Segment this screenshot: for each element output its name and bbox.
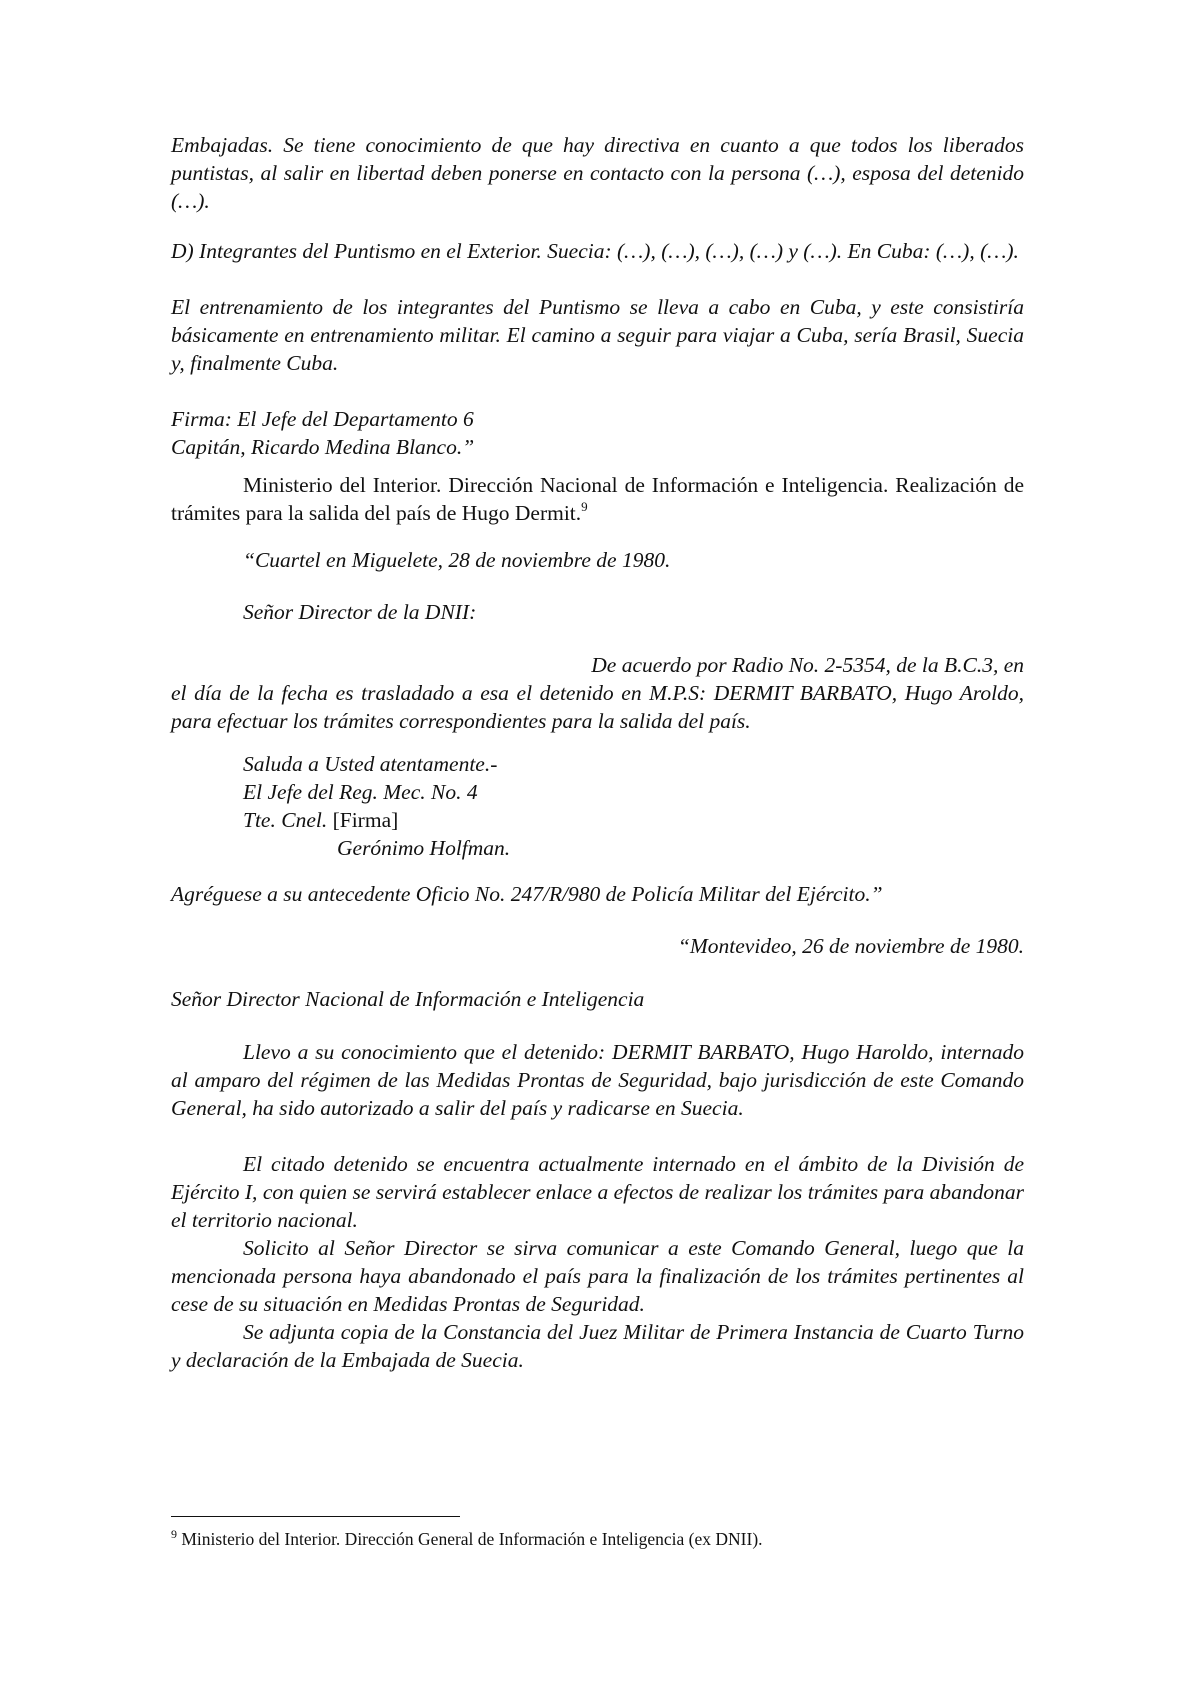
letter2-paragraph-2: El citado detenido se encuentra actualmente internado en el ámbito de la División de Ejército I, con quien se servirá establecer enlace a efectos de realizar los trámites para abandonar el territorio nacional.	[171, 1152, 1024, 1232]
letter1-signature-mark: [Firma]	[332, 808, 399, 832]
letter1-place-date: “Cuartel en Miguelete, 28 de noviembre de 1980.	[243, 548, 671, 572]
letter2-date: “Montevideo, 26 de noviembre de 1980.	[677, 934, 1024, 958]
paragraph-integrantes-exterior: D) Integrantes del Puntismo en el Exterior. Suecia: (…), (…), (…), (…) y (…). En Cuba: (…), (…).	[171, 239, 1019, 263]
letter1-body-first-line: De acuerdo por Radio No. 2-5354, de la B.C.3, en	[591, 653, 1024, 677]
letter1-closing: Saluda a Usted atentamente.-	[243, 752, 498, 776]
section-heading	[171, 471, 1024, 527]
paragraph-entrenamiento: El entrenamiento de los integrantes del Puntismo se lleva a cabo en Cuba, y este consistiría básicamente en entrenamiento militar. El camino a seguir para viajar a Cuba, sería Brasil, Suecia y, finalmente Cuba.	[171, 295, 1024, 375]
letter2-paragraph-3: Solicito al Señor Director se sirva comunicar a este Comando General, luego que la mencionada persona haya abandonado el país para la finalización de los trámites pertinentes al cese de su situación en Medidas Prontas de Seguridad.	[171, 1236, 1024, 1316]
footnote-divider	[171, 1516, 460, 1517]
section-heading-text: Ministerio del Interior. Dirección Nacional de Información e Inteligencia. Realización de trámites para la salida del país de Hugo Dermit.	[171, 473, 1024, 525]
footnote	[171, 1527, 1024, 1551]
letter1-signer-rank: Tte. Cnel.	[243, 808, 328, 832]
footnote-reference: 9	[581, 499, 588, 514]
signature-line-firma: Firma: El Jefe del Departamento 6	[171, 407, 474, 431]
letter1-salutation: Señor Director de la DNII:	[243, 600, 477, 624]
letter1-signer-title: El Jefe del Reg. Mec. No. 4	[243, 780, 478, 804]
annotation-agreguese: Agréguese a su antecedente Oficio No. 247/R/980 de Policía Militar del Ejército.”	[171, 882, 883, 906]
letter1-body: el día de la fecha es trasladado a esa el detenido en M.P.S: DERMIT BARBATO, Hugo Aroldo, para efectuar los trámites correspondientes para la salida del país.	[171, 681, 1024, 733]
signature-line-capitan: Capitán, Ricardo Medina Blanco.”	[171, 435, 475, 459]
footnote-text: Ministerio del Interior. Dirección General de Información e Inteligencia (ex DNII).	[177, 1529, 763, 1549]
letter2-salutation: Señor Director Nacional de Información e Inteligencia	[171, 987, 645, 1011]
letter1-signature-block	[171, 750, 1024, 862]
paragraph-embajadas: Embajadas. Se tiene conocimiento de que hay directiva en cuanto a que todos los liberados puntistas, al salir en libertad deben ponerse en contacto con la persona (…), esposa del detenido (…).	[171, 133, 1024, 213]
signature-block-capitan	[171, 405, 1024, 461]
letter2-paragraph-4: Se adjunta copia de la Constancia del Juez Militar de Primera Instancia de Cuarto Turno y declaración de la Embajada de Suecia.	[171, 1320, 1024, 1372]
letter1-signer-name: Gerónimo Holfman.	[337, 836, 511, 860]
footnote-number: 9	[171, 1527, 177, 1541]
letter2-paragraph-1: Llevo a su conocimiento que el detenido: DERMIT BARBATO, Hugo Haroldo, internado al amparo del régimen de las Medidas Prontas de Seguridad, bajo jurisdicción de este Comando General, ha sido autorizado a salir del país y radicarse en Suecia.	[171, 1040, 1024, 1120]
letter1-signer-rank-line	[243, 806, 1024, 834]
